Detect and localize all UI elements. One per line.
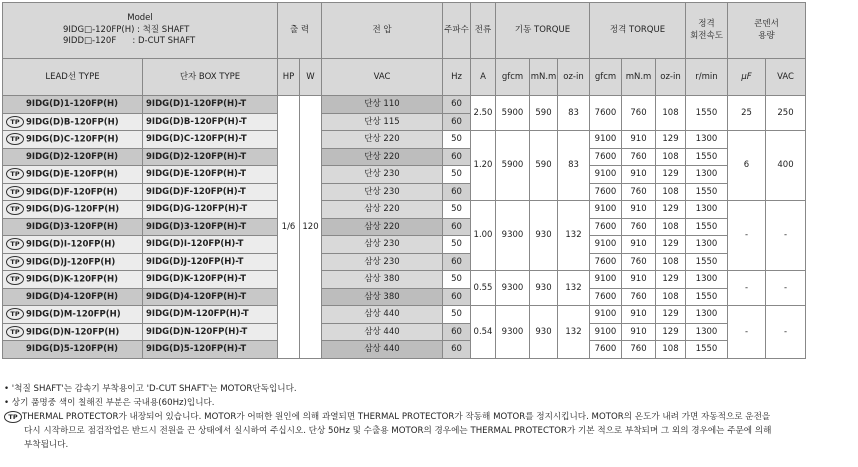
rated-rt-o-cell: 108 (656, 148, 686, 166)
capacitor-uf-cell: - (728, 271, 766, 306)
voltage-cell: 삼상 220 (322, 201, 443, 219)
box-type-cell: 9IDG(D)K-120FP(H)-T (143, 271, 278, 289)
rated-rt-m-cell: 910 (622, 306, 656, 324)
rated-spd-cell: 1550 (686, 253, 728, 271)
group-st-g-cell: 5900 (496, 131, 530, 201)
hz-cell: 60 (443, 183, 471, 201)
rated-rt-m-cell: 760 (622, 218, 656, 236)
rated-rt-g-cell: 7600 (590, 183, 622, 201)
rated-rt-m-cell: 910 (622, 201, 656, 219)
group-a-cell: 0.54 (471, 306, 496, 359)
hz-cell: 50 (443, 236, 471, 254)
rated-rt-g-cell: 9100 (590, 271, 622, 289)
box-type-cell: 9IDG(D)E-120FP(H)-T (143, 166, 278, 184)
tp-icon: TP (6, 326, 24, 338)
uf-header: μF (728, 59, 766, 96)
rated-rt-o-cell: 129 (656, 131, 686, 149)
note-5: 부착됩니다. (24, 440, 69, 450)
rated-spd-cell: 1550 (686, 341, 728, 359)
output-header: 출 력 (278, 3, 322, 59)
box-type-cell: 9IDG(D)1-120FP(H)-T (143, 96, 278, 114)
group-st-o-cell: 132 (558, 201, 590, 271)
voltage-cell: 삼상 230 (322, 253, 443, 271)
lead-type-cell: TP 9IDG(D)B-120FP(H) (3, 113, 143, 131)
box-type-header: 단자 BOX TYPE (143, 59, 278, 96)
rated-spd-cell: 1550 (686, 288, 728, 306)
rated-rt-m-cell: 910 (622, 131, 656, 149)
rated-rt-g-cell: 9100 (590, 306, 622, 324)
hz-cell: 50 (443, 271, 471, 289)
start-torque-header: 기동 TORQUE (496, 3, 590, 59)
lead-type-cell: 9IDG(D)2-120FP(H) (3, 148, 143, 166)
subheader-row (3, 59, 806, 96)
box-type-cell: 9IDG(D)F-120FP(H)-T (143, 183, 278, 201)
box-type-cell: 9IDG(D)B-120FP(H)-T (143, 113, 278, 131)
rated-rt-g-cell: 7600 (590, 253, 622, 271)
capacitor-vac-cell: 400 (766, 131, 806, 201)
box-type-cell: 9IDG(D)M-120FP(H)-T (143, 306, 278, 324)
voltage-cell: 단상 110 (322, 96, 443, 114)
rt-mnm-header: mN.m (622, 59, 656, 96)
capacitor-header: 콘덴서 용량 (728, 3, 806, 59)
table-row (3, 131, 806, 149)
voltage-cell: 단상 220 (322, 131, 443, 149)
lead-type-cell: 9IDG(D)3-120FP(H) (3, 218, 143, 236)
hz-cell: 50 (443, 201, 471, 219)
rated-rt-g-cell: 7600 (590, 341, 622, 359)
note-1: • '척질 SHAFT'는 감속기 부착용이고 'D-CUT SHAFT'는 MOTOR단독입니다. (4, 384, 297, 394)
vac-header: VAC (322, 59, 443, 96)
hz-cell: 60 (443, 218, 471, 236)
box-type-cell: 9IDG(D)2-120FP(H)-T (143, 148, 278, 166)
voltage-header: 전 압 (322, 3, 443, 59)
hz-cell: 60 (443, 288, 471, 306)
rated-rt-g-cell: 9100 (590, 131, 622, 149)
group-a-cell: 1.00 (471, 201, 496, 271)
tp-icon: TP (6, 186, 24, 198)
rated-rt-o-cell: 129 (656, 236, 686, 254)
rated-spd-cell: 1300 (686, 271, 728, 289)
rt-ozin-header: oz-in (656, 59, 686, 96)
box-type-cell: 9IDG(D)4-120FP(H)-T (143, 288, 278, 306)
lead-type-cell: TP 9IDG(D)F-120FP(H) (3, 183, 143, 201)
spec-table (2, 2, 806, 359)
lead-type-cell: TP 9IDG(D)I-120FP(H) (3, 236, 143, 254)
note-3: TP THERMAL PROTECTOR가 내장되어 있습니다. MOTOR가 어떠한 원인에 의해 과열되면 THERMAL PROTECTOR가 작동해 MOTOR를 정지시킵니다. MOTOR의 온도가 내려 가면 자동적으로 운전을 (4, 410, 854, 424)
table-row (3, 96, 806, 114)
rated-spd-cell: 1300 (686, 166, 728, 184)
rated-rt-o-cell: 129 (656, 323, 686, 341)
rated-rt-g-cell: 7600 (590, 148, 622, 166)
st-ozin-header: oz-in (558, 59, 590, 96)
group-st-g-cell: 9300 (496, 306, 530, 359)
lead-type-cell: TP 9IDG(D)G-120FP(H) (3, 201, 143, 219)
lead-type-cell: 9IDG(D)5-120FP(H) (3, 341, 143, 359)
rated-rt-o-cell: 129 (656, 271, 686, 289)
group-st-o-cell: 83 (558, 96, 590, 131)
rated-rt-m-cell: 760 (622, 96, 656, 131)
voltage-cell: 삼상 380 (322, 288, 443, 306)
lead-type-cell: TP 9IDG(D)M-120FP(H) (3, 306, 143, 324)
hz-cell: 50 (443, 306, 471, 324)
hz-cell: 60 (443, 253, 471, 271)
group-st-g-cell: 9300 (496, 271, 530, 306)
st-mnm-header: mN.m (530, 59, 558, 96)
table-body (3, 96, 806, 359)
rated-spd-cell: 1550 (686, 96, 728, 131)
voltage-cell: 삼상 220 (322, 218, 443, 236)
rated-rt-o-cell: 108 (656, 288, 686, 306)
group-st-m-cell: 590 (530, 96, 558, 131)
rated-rt-o-cell: 108 (656, 96, 686, 131)
capacitor-vac-cell: - (766, 306, 806, 359)
voltage-cell: 삼상 380 (322, 271, 443, 289)
frequency-header: 주파수 (443, 3, 471, 59)
rated-torque-header: 정격 TORQUE (590, 3, 686, 59)
table-row (3, 236, 806, 254)
tp-icon: TP (6, 133, 24, 145)
current-header: 전류 (471, 3, 496, 59)
lead-type-cell: TP 9IDG(D)C-120FP(H) (3, 131, 143, 149)
table-row (3, 218, 806, 236)
capacitor-vac-cell: 250 (766, 96, 806, 131)
tp-icon: TP (6, 256, 24, 268)
rated-spd-cell: 1550 (686, 148, 728, 166)
voltage-cell: 단상 230 (322, 166, 443, 184)
rated-spd-cell: 1300 (686, 306, 728, 324)
table-row (3, 341, 806, 359)
group-st-o-cell: 132 (558, 306, 590, 359)
rated-speed-header: 정격 회전속도 (686, 3, 728, 59)
table-row (3, 271, 806, 289)
capacitor-uf-cell: - (728, 306, 766, 359)
tp-icon: TP (6, 203, 24, 215)
output-w-cell: 120 (300, 96, 322, 359)
w-header: W (300, 59, 322, 96)
rmin-header: r/min (686, 59, 728, 96)
box-type-cell: 9IDG(D)N-120FP(H)-T (143, 323, 278, 341)
rated-spd-cell: 1550 (686, 183, 728, 201)
rated-rt-m-cell: 760 (622, 288, 656, 306)
rated-rt-o-cell: 129 (656, 201, 686, 219)
hp-header: HP (278, 59, 300, 96)
rated-rt-g-cell: 7600 (590, 288, 622, 306)
a-header: A (471, 59, 496, 96)
voltage-cell: 단상 220 (322, 148, 443, 166)
rated-rt-m-cell: 760 (622, 341, 656, 359)
box-type-cell: 9IDG(D)C-120FP(H)-T (143, 131, 278, 149)
rated-rt-o-cell: 129 (656, 166, 686, 184)
tp-icon: TP (6, 238, 24, 250)
lead-type-cell: 9IDG(D)1-120FP(H) (3, 96, 143, 114)
rated-spd-cell: 1300 (686, 201, 728, 219)
output-hp-cell: 1/6 (278, 96, 300, 359)
hz-cell: 50 (443, 166, 471, 184)
table-row (3, 183, 806, 201)
voltage-cell: 삼상 440 (322, 341, 443, 359)
voltage-cell: 삼상 440 (322, 323, 443, 341)
lead-type-cell: TP 9IDG(D)N-120FP(H) (3, 323, 143, 341)
lead-type-cell: 9IDG(D)4-120FP(H) (3, 288, 143, 306)
lead-type-cell: TP 9IDG(D)K-120FP(H) (3, 271, 143, 289)
tp-icon: TP (6, 168, 24, 180)
group-a-cell: 0.55 (471, 271, 496, 306)
table-row (3, 306, 806, 324)
tp-icon: TP (6, 273, 24, 285)
capacitor-uf-cell: 6 (728, 131, 766, 201)
rated-rt-m-cell: 760 (622, 183, 656, 201)
capacitor-vac-cell: - (766, 271, 806, 306)
tp-icon: TP (6, 308, 24, 320)
tp-icon: TP (4, 411, 22, 423)
tp-icon: TP (6, 116, 24, 128)
table-row (3, 323, 806, 341)
rated-rt-m-cell: 910 (622, 271, 656, 289)
group-st-g-cell: 9300 (496, 201, 530, 271)
box-type-cell: 9IDG(D)3-120FP(H)-T (143, 218, 278, 236)
group-a-cell: 2.50 (471, 96, 496, 131)
hz-header: Hz (443, 59, 471, 96)
note-4: 다시 시작하므로 점검작업은 반드시 전원을 끈 상태에서 실시하여 주십시오. 단상 50Hz 및 수출용 MOTOR의 경우에는 THERMAL PROTECTOR가 기본 적으로 부착되며 그 외의 경우에는 주문에 의해 (24, 426, 772, 436)
box-type-cell: 9IDG(D)I-120FP(H)-T (143, 236, 278, 254)
rated-rt-m-cell: 760 (622, 253, 656, 271)
lead-type-header: LEAD선 TYPE (3, 59, 143, 96)
rated-rt-o-cell: 129 (656, 306, 686, 324)
table-row (3, 288, 806, 306)
rated-rt-o-cell: 108 (656, 253, 686, 271)
header-row (3, 3, 806, 59)
rated-rt-o-cell: 108 (656, 218, 686, 236)
group-st-m-cell: 590 (530, 131, 558, 201)
hz-cell: 50 (443, 131, 471, 149)
capacitor-uf-cell: 25 (728, 96, 766, 131)
note-2: • 상기 품명중 색이 칠해진 부분은 국내용(60Hz)입니다. (4, 398, 215, 408)
capacitor-vac-cell: - (766, 201, 806, 271)
box-type-cell: 9IDG(D)G-120FP(H)-T (143, 201, 278, 219)
rated-spd-cell: 1300 (686, 236, 728, 254)
rated-rt-g-cell: 7600 (590, 96, 622, 131)
hz-cell: 60 (443, 341, 471, 359)
table-row (3, 166, 806, 184)
rated-rt-o-cell: 108 (656, 341, 686, 359)
rated-spd-cell: 1300 (686, 323, 728, 341)
rated-rt-g-cell: 9100 (590, 166, 622, 184)
group-st-m-cell: 930 (530, 306, 558, 359)
group-a-cell: 1.20 (471, 131, 496, 201)
group-st-g-cell: 5900 (496, 96, 530, 131)
rated-rt-m-cell: 760 (622, 148, 656, 166)
hz-cell: 60 (443, 323, 471, 341)
model-header: Model 9IDG□-120FP(H) : 척질 SHAFT 9IDD□-120F : D-CUT SHAFT (3, 3, 278, 59)
rated-rt-g-cell: 9100 (590, 201, 622, 219)
group-st-o-cell: 132 (558, 271, 590, 306)
voltage-cell: 단상 230 (322, 183, 443, 201)
hz-cell: 60 (443, 96, 471, 114)
rated-spd-cell: 1300 (686, 131, 728, 149)
group-st-m-cell: 930 (530, 201, 558, 271)
box-type-cell: 9IDG(D)J-120FP(H)-T (143, 253, 278, 271)
capacitor-uf-cell: - (728, 201, 766, 271)
rated-rt-m-cell: 910 (622, 323, 656, 341)
hz-cell: 60 (443, 113, 471, 131)
table-row (3, 253, 806, 271)
rt-gfcm-header: gfcm (590, 59, 622, 96)
box-type-cell: 9IDG(D)5-120FP(H)-T (143, 341, 278, 359)
vac2-header: VAC (766, 59, 806, 96)
table-row (3, 148, 806, 166)
rated-spd-cell: 1550 (686, 218, 728, 236)
voltage-cell: 삼상 440 (322, 306, 443, 324)
table-row (3, 201, 806, 219)
rated-rt-g-cell: 9100 (590, 323, 622, 341)
rated-rt-g-cell: 9100 (590, 236, 622, 254)
group-st-m-cell: 930 (530, 271, 558, 306)
rated-rt-m-cell: 910 (622, 236, 656, 254)
lead-type-cell: TP 9IDG(D)J-120FP(H) (3, 253, 143, 271)
rated-rt-g-cell: 7600 (590, 218, 622, 236)
voltage-cell: 단상 115 (322, 113, 443, 131)
st-gfcm-header: gfcm (496, 59, 530, 96)
notes (4, 382, 854, 452)
rated-rt-m-cell: 910 (622, 166, 656, 184)
lead-type-cell: TP 9IDG(D)E-120FP(H) (3, 166, 143, 184)
voltage-cell: 삼상 230 (322, 236, 443, 254)
hz-cell: 60 (443, 148, 471, 166)
rated-rt-o-cell: 108 (656, 183, 686, 201)
group-st-o-cell: 83 (558, 131, 590, 201)
